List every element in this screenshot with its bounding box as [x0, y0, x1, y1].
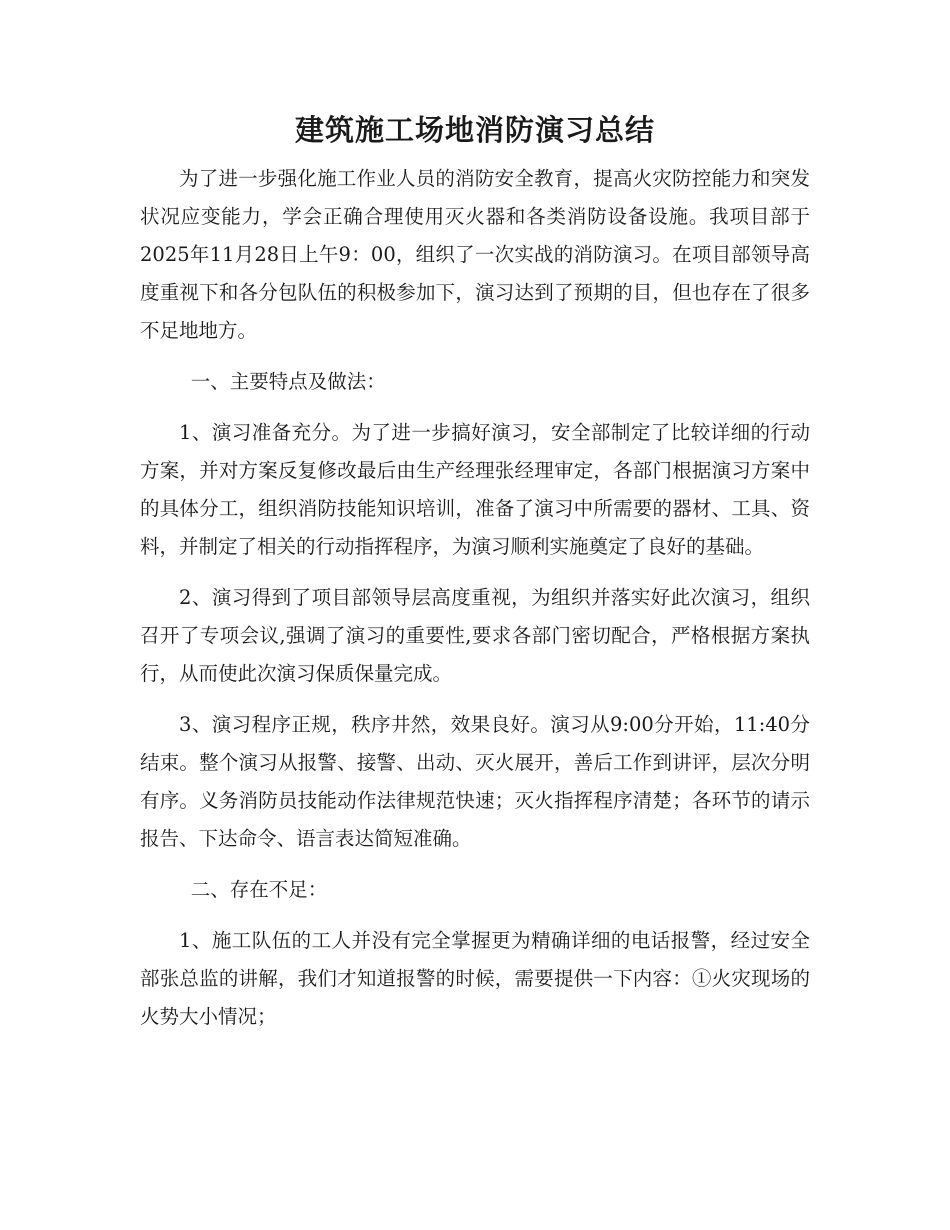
- intro-paragraph: 为了进一步强化施工作业人员的消防安全教育，提高火灾防控能力和突发状况应变能力，学会正确合理使用灭火器和各类消防设备设施。我项目部于2025年11月28日上午9：00，组织了一次实战的消防演习。在项目部领导高度重视下和各分包队伍的积极参加下，演习达到了预期的目，但也存在了很多不足地地方。: [140, 167, 810, 342]
- section-heading-main-features: 一、主要特点及做法：: [190, 370, 386, 393]
- document-title: 建筑施工场地消防演习总结: [294, 113, 655, 147]
- section-heading-shortcomings: 二、存在不足：: [190, 878, 328, 901]
- shortcoming-item-1: 1、施工队伍的工人并没有完全掌握更为精确详细的电话报警，经过安全部张总监的讲解，我们才知道报警的时候，需要提供一下内容：①火灾现场的火势大小情况；: [140, 929, 810, 1028]
- feature-item-1: 1、演习准备充分。为了进一步搞好演习，安全部制定了比较详细的行动方案，并对方案反复修改最后由生产经理张经理审定，各部门根据演习方案中的具体分工，组织消防技能知识培训，准备了演习中所需要的器材、工具、资料，并制定了相关的行动指挥程序，为演习顺利实施奠定了良好的基础。: [140, 421, 810, 558]
- feature-item-3: 3、演习程序正规，秩序井然，效果良好。演习从9:00分开始，11:40分结束。整个演习从报警、接警、出动、灭火展开，善后工作到讲评，层次分明有序。义务消防员技能动作法律规范快速；灭火指挥程序清楚；各环节的请示报告、下达命令、语言表达简短准确。: [140, 713, 810, 850]
- feature-item-2: 2、演习得到了项目部领导层高度重视，为组织并落实好此次演习，组织召开了专项会议,强调了演习的重要性,要求各部门密切配合，严格根据方案执行，从而使此次演习保质保量完成。: [140, 586, 810, 685]
